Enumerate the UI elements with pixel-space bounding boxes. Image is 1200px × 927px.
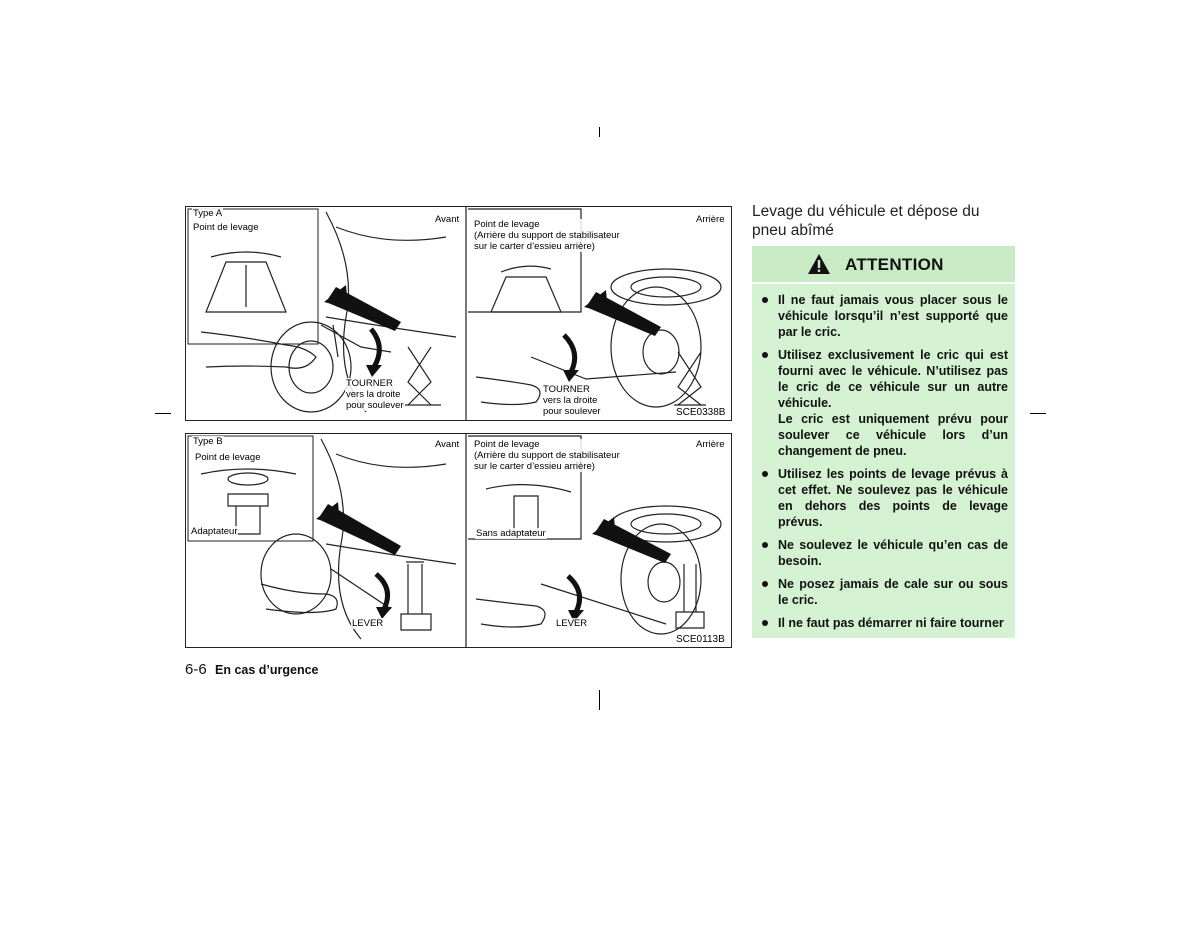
figure-b-right-point-label: Point de levage (Arrière du support de stabilisateur sur le carter d’essieu arrière): [474, 439, 620, 472]
attention-box: [752, 246, 1015, 638]
figure-b-code: SCE0113B: [676, 634, 725, 645]
figure-a-right-point-label: Point de levage (Arrière du support de stabilisateur sur le carter d’essieu arrière): [474, 219, 620, 252]
figure-a-avant-label: Avant: [435, 214, 460, 225]
figure-b-type-label: Type B: [193, 436, 223, 447]
figure-a-illustration: [186, 207, 731, 420]
figure-b-illustration: [186, 434, 731, 647]
crop-mark-right: [1030, 413, 1046, 414]
crop-mark-bottom: [599, 690, 600, 710]
attention-item: Utilisez exclusivement le cric qui est fourni avec le véhicule. N’utilisez pas le cric de ce véhicule sur un autre véhicule. Le cric est uniquement prévu pour soulever ce véhicule lors d’un changement de pneu.: [760, 347, 1008, 459]
figure-b-adapter-label: Adaptateur: [191, 526, 238, 537]
warning-triangle-icon: [807, 253, 831, 275]
attention-item: Utilisez les points de levage prévus à cet effet. Ne soulevez pas le véhicule en dehors des points de levage prévus.: [760, 466, 1008, 530]
figure-a-type-label: Type A: [193, 208, 223, 219]
attention-list: [760, 292, 1008, 638]
figure-b-lift-right-label: LEVER: [556, 618, 588, 629]
figure-b-arriere-label: Arrière: [696, 439, 725, 450]
figure-a-arriere-label: Arrière: [696, 214, 725, 225]
attention-item: Ne soulevez le véhicule qu’en cas de besoin.: [760, 537, 1008, 569]
figure-b-avant-label: Avant: [435, 439, 460, 450]
attention-item: Il ne faut jamais vous placer sous le véhicule lorsqu’il n’est supporté que par le cric.: [760, 292, 1008, 340]
figure-a-turn-right-label: TOURNER vers la droite pour soulever: [543, 384, 601, 417]
figure-a-turn-left-label: TOURNER vers la droite pour soulever: [346, 378, 404, 411]
figure-jack-type-b: [185, 433, 732, 648]
figure-a-left-point-label: Point de levage: [193, 222, 259, 233]
crop-mark-left: [155, 413, 171, 414]
attention-item: Il ne faut pas démarrer ni faire tourner: [760, 615, 1008, 631]
figure-jack-type-a: [185, 206, 732, 421]
attention-title: ATTENTION: [845, 255, 944, 274]
section-title: Levage du véhicule et dépose du pneu abîmé: [752, 203, 980, 239]
figure-a-code: SCE0338B: [676, 407, 726, 418]
crop-mark-top: [599, 127, 600, 137]
figure-b-no-adapter-label: Sans adaptateur: [476, 528, 546, 539]
footer-section-name: En cas d’urgence: [215, 663, 319, 677]
attention-header: [752, 246, 1015, 284]
attention-item: Ne posez jamais de cale sur ou sous le cric.: [760, 576, 1008, 608]
page-number: 6-6: [185, 661, 207, 678]
figure-b-lift-left-label: LEVER: [352, 618, 384, 629]
figure-b-left-point-label: Point de levage: [195, 452, 261, 463]
